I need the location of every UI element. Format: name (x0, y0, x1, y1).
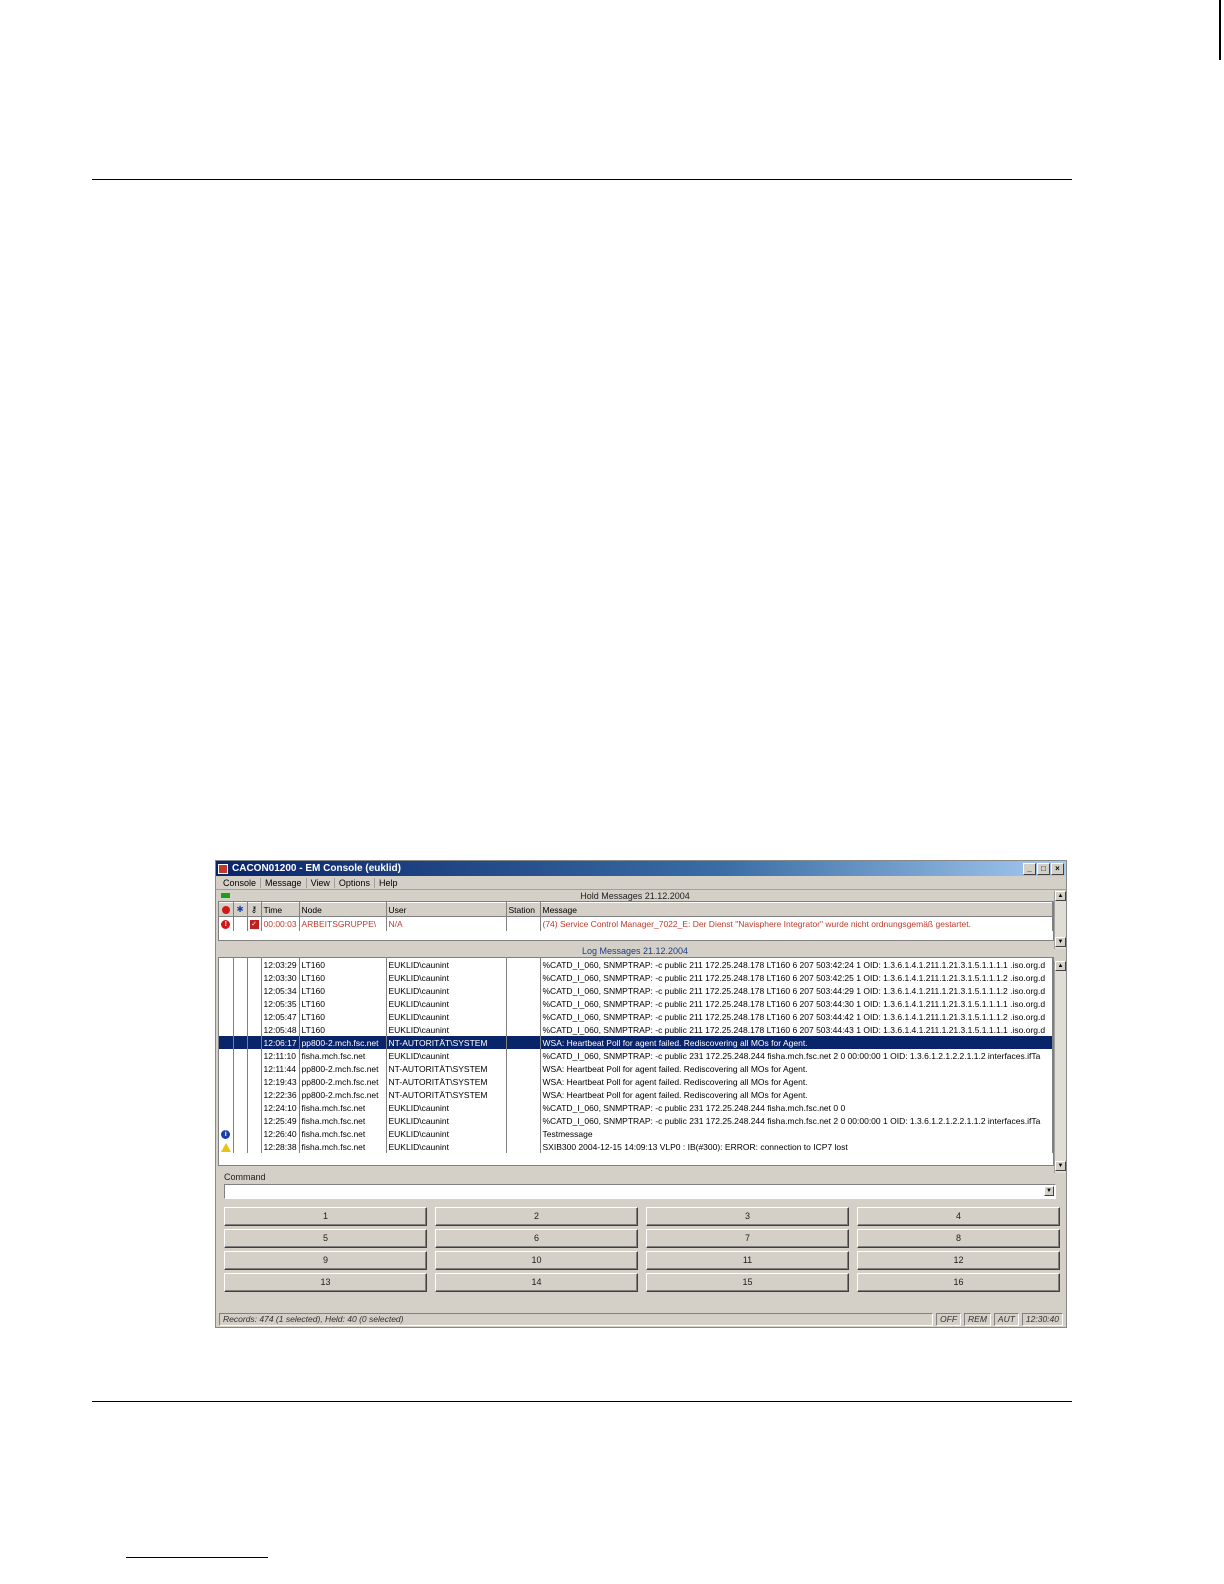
pin-cell (233, 1114, 247, 1127)
severity-cell (219, 1140, 233, 1153)
hold-messages-grid (218, 901, 1054, 941)
severity-cell (219, 1075, 233, 1088)
function-key-button[interactable]: 15 (646, 1273, 849, 1292)
station-cell (506, 958, 540, 971)
ack-cell (247, 917, 261, 932)
severity-cell (219, 1101, 233, 1114)
log-row[interactable] (219, 1101, 1053, 1114)
station-cell (506, 1049, 540, 1062)
time-cell: 12:03:29 (261, 958, 299, 971)
log-row[interactable] (219, 984, 1053, 997)
message-cell: %CATD_I_060, SNMPTRAP: -c public 211 172.25.248.178 LT160 6 207 503:44:42 1 OID: 1.3.6.1.4.1.211.1.21.3.1.5.1.1.1.2 .iso.org.d (540, 1010, 1053, 1023)
user-cell: NT-AUTORITÄT\SYSTEM (386, 1036, 506, 1049)
station-cell (506, 1010, 540, 1023)
node-cell: fisha.mch.fsc.net (299, 1049, 386, 1062)
rem-indicator: REM (964, 1313, 991, 1326)
title-bar[interactable] (216, 861, 1066, 876)
user-cell: EUKLID\caunint (386, 1010, 506, 1023)
app-icon (218, 864, 228, 874)
function-key-button[interactable]: 2 (435, 1207, 638, 1226)
scroll-down-icon[interactable]: ▼ (1055, 937, 1066, 947)
message-column-header[interactable]: Message (540, 903, 1053, 917)
ack-cell (247, 1049, 261, 1062)
node-cell: LT160 (299, 1023, 386, 1036)
function-key-button[interactable]: 11 (646, 1251, 849, 1270)
user-cell: EUKLID\caunint (386, 958, 506, 971)
station-cell (506, 1062, 540, 1075)
footer-link-underline (126, 1557, 268, 1558)
ack-cell (247, 958, 261, 971)
chevron-down-icon[interactable]: ▼ (1044, 1186, 1054, 1196)
footer-rule (92, 1401, 1072, 1402)
user-cell: EUKLID\caunint (386, 971, 506, 984)
user-cell: N/A (386, 917, 506, 932)
function-key-button[interactable]: 4 (857, 1207, 1060, 1226)
node-cell: pp800-2.mch.fsc.net (299, 1088, 386, 1101)
user-cell: NT-AUTORITÄT\SYSTEM (386, 1088, 506, 1101)
message-cell: WSA: Heartbeat Poll for agent failed. Rediscovering all MOs for Agent. (540, 1062, 1053, 1075)
time-cell: 12:26:40 (261, 1127, 299, 1140)
node-cell: ARBEITSGRUPPE\ (299, 917, 386, 932)
pin-cell (233, 1127, 247, 1140)
aut-indicator: AUT (994, 1313, 1019, 1326)
pin-cell (233, 997, 247, 1010)
log-row[interactable] (219, 1088, 1053, 1101)
ack-cell (247, 997, 261, 1010)
function-key-button[interactable]: 10 (435, 1251, 638, 1270)
severity-cell (219, 1088, 233, 1101)
time-cell: 12:06:17 (261, 1036, 299, 1049)
user-cell: EUKLID\caunint (386, 1101, 506, 1114)
hold-scrollbar[interactable] (1054, 891, 1066, 949)
message-cell: %CATD_I_060, SNMPTRAP: -c public 211 172.25.248.178 LT160 6 207 503:44:30 1 OID: 1.3.6.1.4.1.211.1.21.3.1.5.1.1.1.1 .iso.org.d (540, 997, 1053, 1010)
severity-cell (219, 958, 233, 971)
station-cell (506, 1114, 540, 1127)
message-cell: %CATD_I_060, SNMPTRAP: -c public 211 172.25.248.178 LT160 6 207 503:44:43 1 OID: 1.3.6.1.4.1.211.1.21.3.1.5.1.1.1.1 .iso.org.d (540, 1023, 1053, 1036)
user-cell: EUKLID\caunint (386, 1023, 506, 1036)
user-cell: EUKLID\caunint (386, 1049, 506, 1062)
log-row[interactable] (219, 1127, 1053, 1140)
user-column-header[interactable]: User (386, 903, 506, 917)
log-row[interactable] (219, 1023, 1053, 1036)
ack-cell (247, 1075, 261, 1088)
user-cell: NT-AUTORITÄT\SYSTEM (386, 1075, 506, 1088)
station-cell (506, 1101, 540, 1114)
log-row[interactable] (219, 1075, 1053, 1088)
pin-column-header[interactable] (233, 903, 247, 917)
message-cell: WSA: Heartbeat Poll for agent failed. Rediscovering all MOs for Agent. (540, 1036, 1053, 1049)
log-row[interactable] (219, 1010, 1053, 1023)
user-cell: NT-AUTORITÄT\SYSTEM (386, 1062, 506, 1075)
ack-cell (247, 1140, 261, 1153)
page-edge-mark (1219, 0, 1221, 60)
hold-messages-title: Hold Messages 21.12.2004 (580, 890, 690, 901)
node-cell: fisha.mch.fsc.net (299, 1101, 386, 1114)
user-cell: EUKLID\caunint (386, 1140, 506, 1153)
function-key-button[interactable]: 7 (646, 1229, 849, 1248)
menu-help[interactable]: Help (378, 877, 398, 888)
message-cell: %CATD_I_060, SNMPTRAP: -c public 231 172.25.248.244 fisha.mch.fsc.net 2 0 00:00:00 1 OID: 1.3.6.1.2.1.2.2.1.1.2 interfaces.ifTa (540, 1049, 1053, 1062)
message-cell: %CATD_I_060, SNMPTRAP: -c public 211 172.25.248.178 LT160 6 207 503:42:24 1 OID: 1.3.6.1.4.1.211.1.21.3.1.5.1.1.1.1 .iso.org.d (540, 958, 1053, 971)
user-cell: EUKLID\caunint (386, 997, 506, 1010)
ack-cell (247, 1127, 261, 1140)
ack-cell (247, 1088, 261, 1101)
pin-cell (233, 984, 247, 997)
command-label: Command (224, 1172, 266, 1182)
pin-icon: ✱ (236, 904, 244, 914)
menu-console[interactable]: Console (219, 878, 261, 888)
menu-message[interactable]: Message (261, 878, 307, 888)
menu-options[interactable]: Options (335, 878, 375, 888)
warning-icon (221, 1143, 231, 1152)
function-key-button[interactable]: 16 (857, 1273, 1060, 1292)
log-row[interactable] (219, 1062, 1053, 1075)
pin-cell (233, 1010, 247, 1023)
station-cell (506, 1088, 540, 1101)
function-key-button[interactable]: 14 (435, 1273, 638, 1292)
close-button[interactable]: × (1051, 863, 1064, 875)
message-cell: Testmessage (540, 1127, 1053, 1140)
log-row[interactable] (219, 971, 1053, 984)
severity-cell (219, 984, 233, 997)
time-cell: 12:05:48 (261, 1023, 299, 1036)
pin-cell (233, 1075, 247, 1088)
severity-cell (219, 1114, 233, 1127)
time-cell: 12:22:36 (261, 1088, 299, 1101)
user-cell: EUKLID\caunint (386, 1127, 506, 1140)
ack-cell (247, 971, 261, 984)
ack-cell (247, 1101, 261, 1114)
station-cell (506, 1023, 540, 1036)
function-key-button[interactable]: 8 (857, 1229, 1060, 1248)
time-cell: 12:24:10 (261, 1101, 299, 1114)
log-scrollbar[interactable] (1054, 961, 1066, 1173)
pin-cell (233, 1036, 247, 1049)
time-cell: 12:05:47 (261, 1010, 299, 1023)
message-cell: %CATD_I_060, SNMPTRAP: -c public 211 172.25.248.178 LT160 6 207 503:44:29 1 OID: 1.3.6.1.4.1.211.1.21.3.1.5.1.1.1.2 .iso.org.d (540, 984, 1053, 997)
menu-view[interactable]: View (307, 878, 335, 888)
clock: 12:30:40 (1022, 1313, 1063, 1326)
user-cell: EUKLID\caunint (386, 984, 506, 997)
function-key-button[interactable]: 3 (646, 1207, 849, 1226)
message-cell: (74) Service Control Manager_7022_E: Der Dienst "Navisphere Integrator" wurde nicht ordnungsgemäß gestartet. (540, 917, 1053, 932)
node-cell: fisha.mch.fsc.net (299, 1114, 386, 1127)
severity-cell (219, 1049, 233, 1062)
node-column-header[interactable]: Node (299, 903, 386, 917)
severity-cell (219, 1023, 233, 1036)
pin-cell (233, 1023, 247, 1036)
time-cell: 12:11:10 (261, 1049, 299, 1062)
function-key-button[interactable]: 13 (224, 1273, 427, 1292)
message-cell: WSA: Heartbeat Poll for agent failed. Rediscovering all MOs for Agent. (540, 1088, 1053, 1101)
time-cell: 12:28:38 (261, 1140, 299, 1153)
log-row[interactable] (219, 958, 1053, 971)
function-key-button[interactable]: 6 (435, 1229, 638, 1248)
ack-cell (247, 1036, 261, 1049)
severity-cell (219, 1036, 233, 1049)
log-row[interactable] (219, 1114, 1053, 1127)
function-key-panel (224, 1207, 1066, 1292)
message-cell: %CATD_I_060, SNMPTRAP: -c public 231 172.25.248.244 fisha.mch.fsc.net 0 0 (540, 1101, 1053, 1114)
message-cell: %CATD_I_060, SNMPTRAP: -c public 211 172.25.248.178 LT160 6 207 503:42:25 1 OID: 1.3.6.1.4.1.211.1.21.3.1.5.1.1.1.2 .iso.org.d (540, 971, 1053, 984)
message-cell: SXIB300 2004-12-15 14:09:13 VLP0 : IB(#300): ERROR: connection to ICP7 lost (540, 1140, 1053, 1153)
time-cell: 12:25:49 (261, 1114, 299, 1127)
ack-cell (247, 1062, 261, 1075)
message-cell: %CATD_I_060, SNMPTRAP: -c public 231 172.25.248.244 fisha.mch.fsc.net 2 0 00:00:00 1 OID: 1.3.6.1.2.1.2.2.1.1.2 interfaces.ifTa (540, 1114, 1053, 1127)
log-row[interactable] (219, 997, 1053, 1010)
node-cell: pp800-2.mch.fsc.net (299, 1036, 386, 1049)
pin-cell (233, 1140, 247, 1153)
ack-cell (247, 1114, 261, 1127)
menu-bar (216, 876, 1066, 890)
pin-cell (233, 1088, 247, 1101)
error-icon: ! (221, 920, 230, 929)
window-title: CACON01200 - EM Console (euklid) (232, 863, 401, 874)
pin-cell (233, 1101, 247, 1114)
log-header-row (216, 945, 1066, 956)
node-cell: LT160 (299, 997, 386, 1010)
maximize-button[interactable]: □ (1037, 863, 1050, 875)
station-column-header[interactable]: Station (506, 903, 540, 917)
time-cell: 12:05:34 (261, 984, 299, 997)
severity-cell (219, 1127, 233, 1140)
column-header-row (219, 903, 1053, 917)
log-messages-title: Log Messages 21.12.2004 (581, 945, 689, 956)
function-key-button[interactable]: 1 (224, 1207, 427, 1226)
node-cell: LT160 (299, 984, 386, 997)
off-indicator: OFF (936, 1313, 961, 1326)
key-column-header[interactable] (247, 903, 261, 917)
command-input[interactable] (224, 1184, 1056, 1199)
pin-cell (233, 917, 247, 932)
function-key-button[interactable]: 9 (224, 1251, 427, 1270)
log-row[interactable] (219, 1036, 1053, 1049)
time-cell: 00:00:03 (261, 917, 299, 932)
scroll-up-icon[interactable]: ▲ (1055, 891, 1066, 901)
severity-cell (219, 971, 233, 984)
ack-cell (247, 1023, 261, 1036)
node-cell: pp800-2.mch.fsc.net (299, 1062, 386, 1075)
scroll-down-icon[interactable]: ▼ (1055, 1161, 1066, 1171)
station-cell (506, 971, 540, 984)
minimize-button[interactable]: _ (1023, 863, 1036, 875)
station-cell (506, 997, 540, 1010)
station-cell (506, 917, 540, 932)
severity-cell (219, 997, 233, 1010)
severity-column-header[interactable] (219, 903, 233, 917)
pin-cell (233, 1049, 247, 1062)
node-cell: fisha.mch.fsc.net (299, 1140, 386, 1153)
severity-cell (219, 917, 233, 932)
log-row[interactable] (219, 1140, 1053, 1153)
node-cell: LT160 (299, 1010, 386, 1023)
key-icon: ⚷ (250, 904, 258, 914)
severity-cell (219, 1010, 233, 1023)
user-cell: EUKLID\caunint (386, 1114, 506, 1127)
hold-table (219, 902, 1053, 931)
node-cell: LT160 (299, 958, 386, 971)
pin-cell (233, 958, 247, 971)
log-table (219, 958, 1053, 1153)
station-cell (506, 1127, 540, 1140)
node-cell: LT160 (299, 971, 386, 984)
hold-header-row (216, 890, 1066, 901)
time-cell: 12:03:30 (261, 971, 299, 984)
time-cell: 12:05:35 (261, 997, 299, 1010)
log-messages-grid (218, 957, 1054, 1166)
function-key-button[interactable]: 12 (857, 1251, 1060, 1270)
log-row[interactable] (219, 1049, 1053, 1062)
message-cell: WSA: Heartbeat Poll for agent failed. Rediscovering all MOs for Agent. (540, 1075, 1053, 1088)
em-console-window (215, 860, 1067, 1328)
checkbox-checked-icon[interactable]: ✓ (251, 921, 257, 929)
time-cell: 12:19:43 (261, 1075, 299, 1088)
severity-cell (219, 1062, 233, 1075)
station-cell (506, 1075, 540, 1088)
info-icon: i (221, 1130, 230, 1139)
time-cell: 12:11:44 (261, 1062, 299, 1075)
node-cell: pp800-2.mch.fsc.net (299, 1075, 386, 1088)
pin-cell (233, 1062, 247, 1075)
function-key-button[interactable]: 5 (224, 1229, 427, 1248)
ack-cell (247, 1010, 261, 1023)
station-cell (506, 1140, 540, 1153)
station-cell (506, 984, 540, 997)
header-rule (92, 179, 1072, 180)
status-bar (216, 1312, 1066, 1327)
scroll-up-icon[interactable]: ▲ (1055, 961, 1066, 971)
pin-cell (233, 971, 247, 984)
hold-row[interactable] (219, 917, 1053, 932)
node-cell: fisha.mch.fsc.net (299, 1127, 386, 1140)
station-cell (506, 1036, 540, 1049)
time-column-header[interactable]: Time (261, 903, 299, 917)
records-status: Records: 474 (1 selected), Held: 40 (0 selected) (219, 1313, 933, 1326)
severity-dot-icon (222, 906, 230, 914)
ack-cell (247, 984, 261, 997)
